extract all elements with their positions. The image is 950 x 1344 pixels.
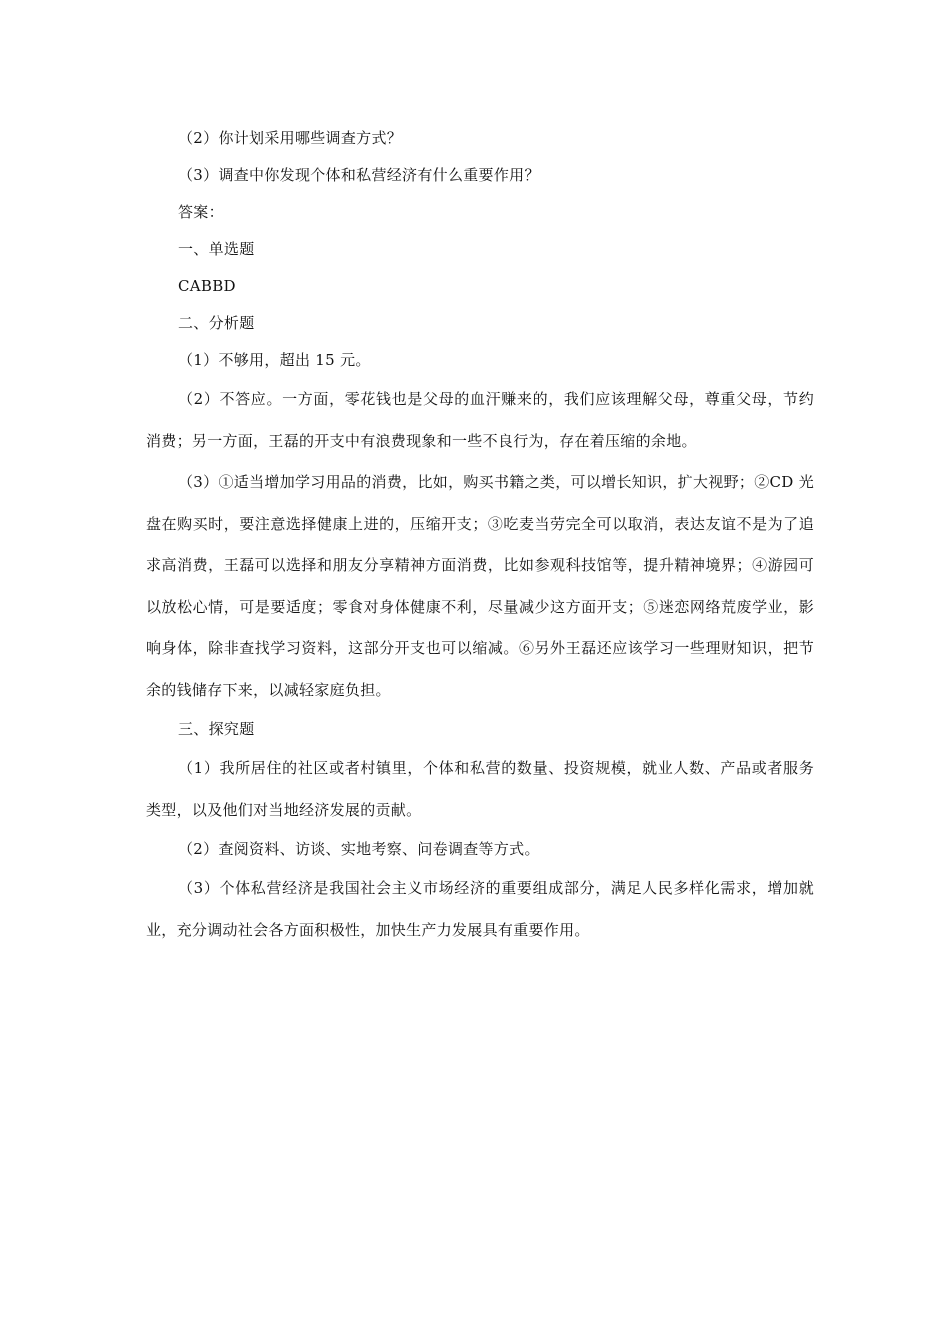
inquiry-answer-3: （3）个体私营经济是我国社会主义市场经济的重要组成部分，满足人民多样化需求，增加就业，充分调动社会各方面积极性，加快生产力发展具有重要作用。 [146,879,814,939]
question-2-text: （2）你计划采用哪些调查方式？ [178,129,403,147]
section-heading-analysis: 二、分析题 [178,314,255,332]
analysis-answer-3: （3）①适当增加学习用品的消费，比如，购买书籍之类，可以增长知识，扩大视野；②CD 光盘在购买时，要注意选择健康上进的，压缩开支；③吃麦当劳完全可以取消，表达友谊不是为了追求高消费，王磊可以选择和朋友分享精神方面消费，比如参观科技馆等，提升精神境界；④游园可以放松心情，可是要适度；零食对身体健康不利，尽量减少这方面开支；⑤迷恋网络荒废学业，影响身体，除非查找学习资料，这部分开支也可以缩减。⑥另外王磊还应该学习一些理财知识，把节余的钱储存下来，以减轻家庭负担。 [146,473,814,699]
inquiry-answer-2: （2）查阅资料、访谈、实地考察、问卷调查等方式。 [178,840,540,858]
answer-heading: 答案： [178,203,224,221]
single-choice-answers: CABBD [178,277,236,295]
section-heading-inquiry: 三、探究题 [178,720,255,738]
question-3-text: （3）调查中你发现个体和私营经济有什么重要作用？ [178,166,540,184]
section-heading-single-choice: 一、单选题 [178,240,255,258]
analysis-answer-1: （1）不够用，超出 15 元。 [178,351,371,369]
document-body [146,120,814,951]
inquiry-answer-1: （1）我所居住的社区或者村镇里，个体和私营的数量、投资规模，就业人数、产品或者服务类型，以及他们对当地经济发展的贡献。 [146,759,814,819]
analysis-answer-2: （2）不答应。一方面，零花钱也是父母的血汗赚来的，我们应该理解父母，尊重父母，节约消费；另一方面，王磊的开支中有浪费现象和一些不良行为，存在着压缩的余地。 [146,390,814,450]
